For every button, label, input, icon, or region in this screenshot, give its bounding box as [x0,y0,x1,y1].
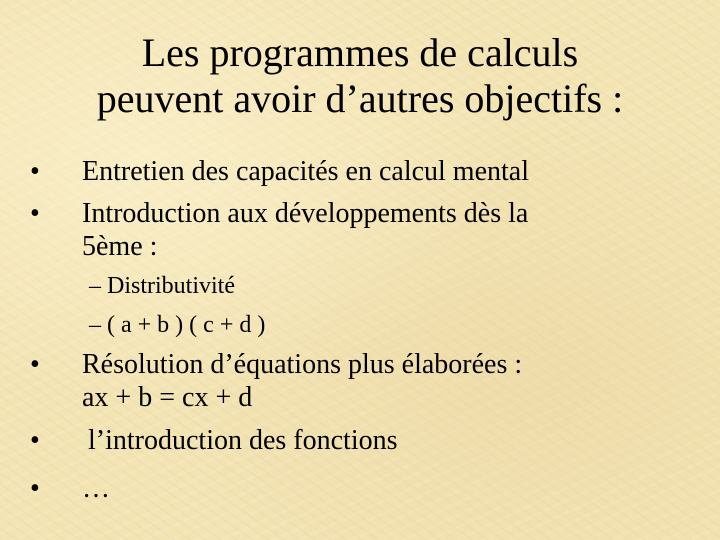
slide-title [0,30,720,122]
bullet-text-line: … [82,473,110,504]
slide-title-line-2: peuvent avoir d’autres objectifs : [96,76,624,121]
sub-item-distributivite: – Distributivité [89,273,235,299]
bullet-text [82,348,522,414]
bullet-marker: • [30,473,40,504]
bullet-marker: • [30,349,40,380]
bullet-text-line: ax + b = cx + d [82,382,253,413]
bullet-marker: • [30,425,40,456]
slide-title-line-1: Les programmes de calculs [141,30,579,75]
bullet-text [82,155,529,188]
bullet-text-line: 5ème : [82,231,158,262]
bullet-text-line: Résolution d’équations plus élaborées : [82,349,523,380]
bullet-marker: • [30,156,40,187]
bullet-text-line: l’introduction des fonctions [88,425,398,456]
bullet-text-line: Introduction aux développements dès la [82,198,529,229]
bullet-text [88,424,398,457]
bullet-marker: • [30,198,40,229]
bullet-text [82,197,528,263]
bullet-text [82,472,110,505]
sub-item-product-expression: – ( a + b ) ( c + d ) [89,312,266,338]
bullet-text-line: Entretien des capacités en calcul mental [82,156,530,187]
